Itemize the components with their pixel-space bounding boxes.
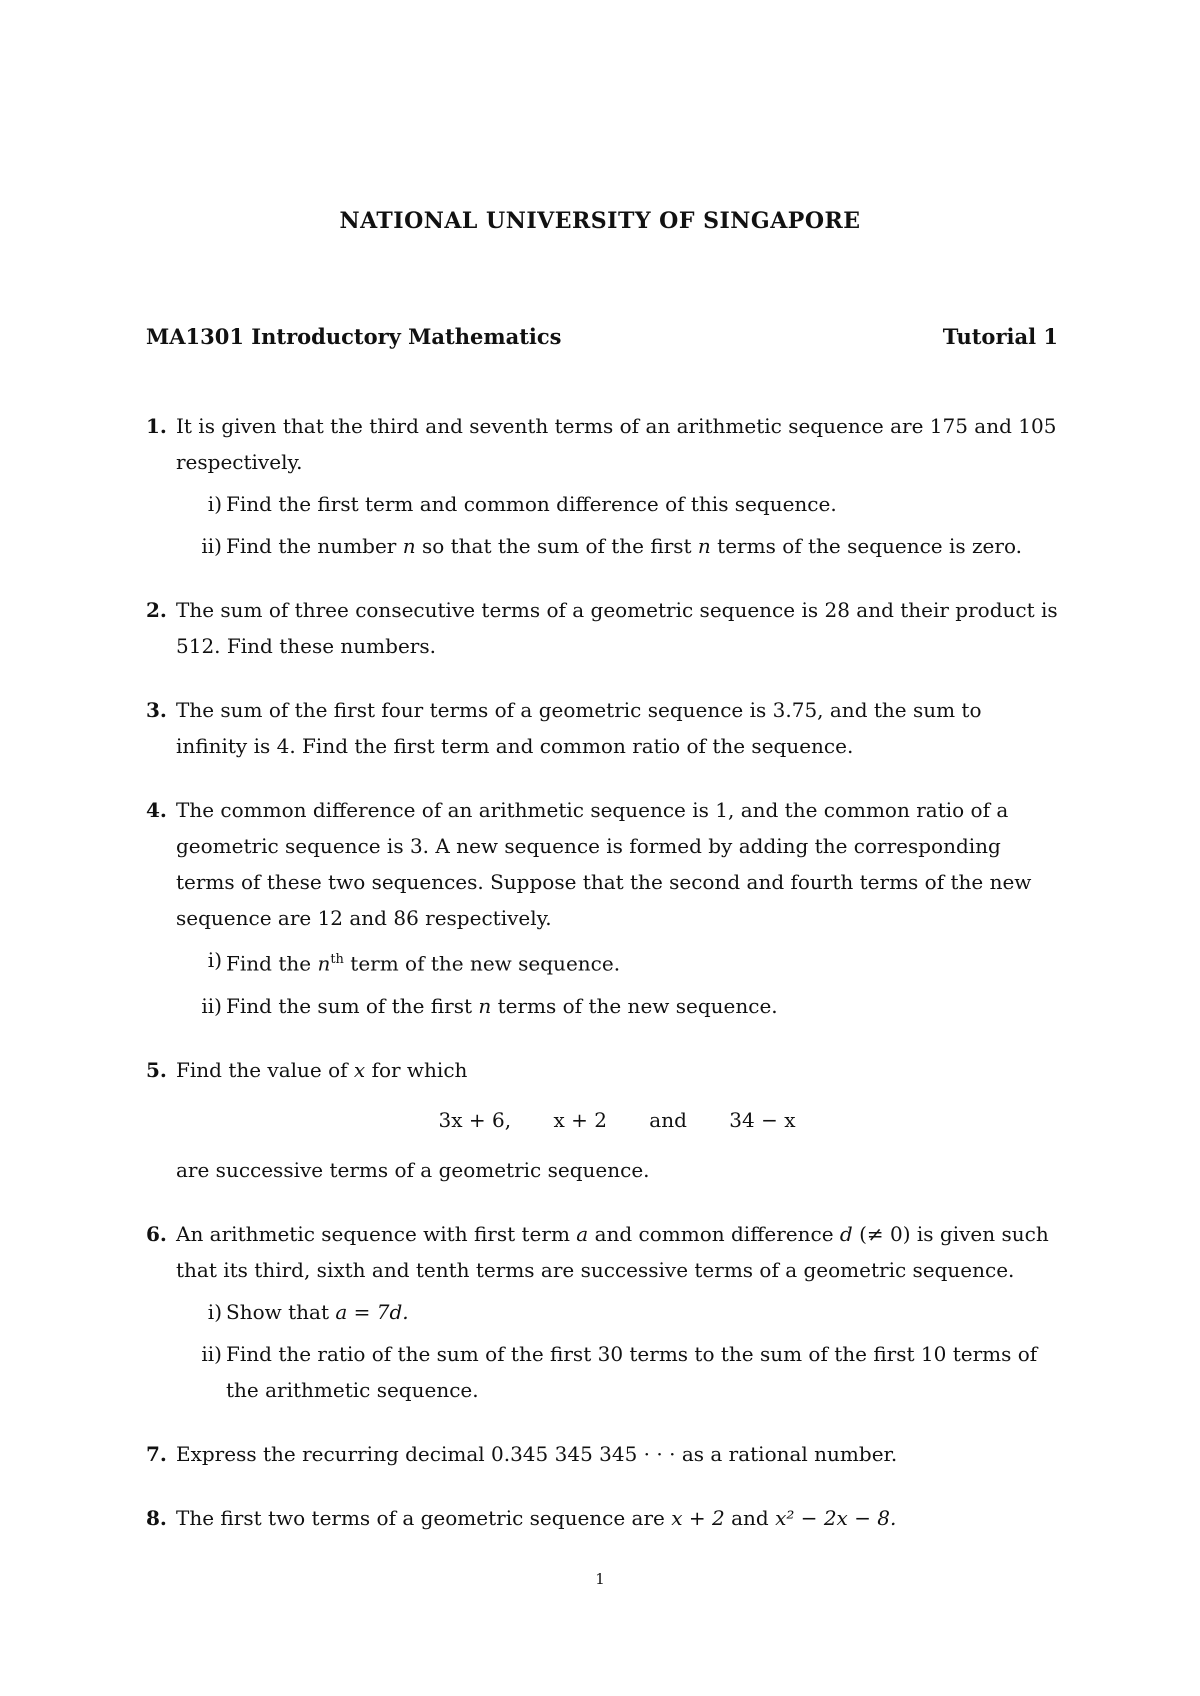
math-variable: a bbox=[576, 1221, 589, 1246]
text-segment: terms of the sequence is zero. bbox=[717, 534, 1022, 558]
math-term: x + 2 bbox=[553, 1107, 607, 1132]
part-label: i) bbox=[207, 492, 222, 516]
math-variable: d bbox=[839, 1221, 853, 1246]
part-text bbox=[226, 988, 1058, 1024]
math-term: 3x + 6, bbox=[438, 1107, 512, 1132]
university-heading: NATIONAL UNIVERSITY OF SINGAPORE bbox=[339, 208, 861, 234]
question-number: 1. bbox=[146, 414, 167, 438]
question-4 bbox=[146, 792, 1058, 1024]
part-label: i) bbox=[207, 1299, 222, 1324]
math-expression: a = 7d. bbox=[335, 1299, 409, 1324]
part-text bbox=[226, 528, 1058, 564]
conjunction: and bbox=[649, 1107, 687, 1132]
question-part bbox=[176, 486, 1058, 522]
text-segment: Find the sum of the first bbox=[226, 993, 473, 1018]
text-segment: and common difference bbox=[594, 1221, 834, 1246]
question-6 bbox=[146, 1216, 1058, 1408]
question-number: 8. bbox=[146, 1505, 167, 1530]
question-part bbox=[176, 528, 1058, 564]
math-variable: n bbox=[402, 534, 416, 558]
course-header bbox=[146, 324, 1058, 349]
question-body bbox=[176, 1052, 1058, 1188]
question-text: The sum of the first four terms of a geometric sequence is 3.75, and the sum to infinity is 4. Find the first term and common ratio of the sequence. bbox=[176, 698, 982, 758]
display-equation bbox=[176, 1102, 1058, 1138]
question-number: 2. bbox=[146, 598, 167, 622]
question-5 bbox=[146, 1052, 1058, 1188]
question-text: It is given that the third and seventh terms of an arithmetic sequence are 175 and 105 respectively. bbox=[176, 414, 1057, 474]
question-3 bbox=[146, 692, 1058, 764]
part-label: ii) bbox=[201, 534, 222, 558]
math-expression: x² − 2x − 8. bbox=[775, 1505, 897, 1530]
question-part bbox=[176, 942, 1058, 982]
question-text bbox=[176, 1436, 1058, 1472]
question-text bbox=[176, 1500, 1058, 1536]
math-expression: x + 2 bbox=[671, 1505, 725, 1530]
text-segment: Express the recurring decimal bbox=[176, 1441, 485, 1466]
math-term: 34 − x bbox=[729, 1107, 796, 1132]
text-segment: Find the bbox=[226, 951, 312, 976]
question-2 bbox=[146, 592, 1058, 664]
question-text bbox=[176, 1052, 1058, 1088]
question-text: The sum of three consecutive terms of a geometric sequence is 28 and their product is 512. Find these numbers. bbox=[176, 598, 1058, 658]
text-segment: Find the number bbox=[226, 534, 397, 558]
question-body bbox=[176, 792, 1058, 1024]
text-segment: as a rational number. bbox=[681, 1441, 898, 1466]
question-body bbox=[176, 408, 1058, 564]
question-8 bbox=[146, 1500, 1058, 1536]
text-segment: terms of the new sequence. bbox=[497, 993, 778, 1018]
question-number: 7. bbox=[146, 1441, 167, 1466]
question-text: are successive terms of a geometric sequence. bbox=[176, 1157, 650, 1182]
part-label: ii) bbox=[201, 993, 222, 1018]
part-text: Find the ratio of the sum of the first 30 terms to the sum of the first 10 terms of the arithmetic sequence. bbox=[226, 1341, 1038, 1402]
conjunction: and bbox=[731, 1505, 769, 1530]
question-number: 3. bbox=[146, 698, 167, 722]
part-label: ii) bbox=[201, 1341, 222, 1366]
part-text bbox=[226, 942, 1058, 982]
part-text: Find the first term and common difference of this sequence. bbox=[226, 492, 837, 516]
question-1 bbox=[146, 408, 1058, 564]
math-variable: n bbox=[317, 951, 331, 976]
question-text: The common difference of an arithmetic sequence is 1, and the common ratio of a geometric sequence is 3. A new sequence is formed by adding the corresponding terms of these two sequences. Suppose that the second and fourth terms of the new sequence are 12 and 86 respectively. bbox=[176, 798, 1032, 930]
part-text bbox=[226, 1294, 1058, 1330]
math-variable: x bbox=[353, 1057, 366, 1082]
tutorial-label: Tutorial 1 bbox=[942, 324, 1058, 349]
question-number: 5. bbox=[146, 1057, 167, 1082]
superscript: th bbox=[330, 952, 344, 967]
question-part bbox=[176, 1294, 1058, 1330]
text-segment: Show that bbox=[226, 1299, 329, 1324]
question-part bbox=[176, 1336, 1058, 1408]
text-segment: The first two terms of a geometric sequence are bbox=[176, 1505, 665, 1530]
math-variable: n bbox=[478, 993, 492, 1018]
page-number: 1 bbox=[595, 1570, 605, 1588]
math-value: 0.345 345 345 · · · bbox=[491, 1441, 676, 1466]
question-part bbox=[176, 988, 1058, 1024]
question-number: 6. bbox=[146, 1221, 167, 1246]
question-list bbox=[146, 408, 1058, 1564]
math-variable: n bbox=[697, 534, 711, 558]
text-segment: for which bbox=[371, 1057, 468, 1082]
part-label: i) bbox=[207, 948, 222, 972]
text-segment: term of the new sequence. bbox=[350, 951, 621, 976]
question-number: 4. bbox=[146, 798, 167, 822]
question-7 bbox=[146, 1436, 1058, 1472]
text-segment: An arithmetic sequence with first term bbox=[176, 1221, 570, 1246]
text-segment: so that the sum of the first bbox=[421, 534, 692, 558]
math-condition: (≠ 0) bbox=[859, 1221, 911, 1246]
text-segment: is given such that its third, sixth and tenth terms are successive terms of a geometric sequence. bbox=[176, 1221, 1049, 1282]
course-title: MA1301 Introductory Mathematics bbox=[146, 324, 562, 349]
question-text bbox=[176, 1216, 1058, 1288]
question-body bbox=[176, 1216, 1058, 1408]
text-segment: Find the value of bbox=[176, 1057, 348, 1082]
